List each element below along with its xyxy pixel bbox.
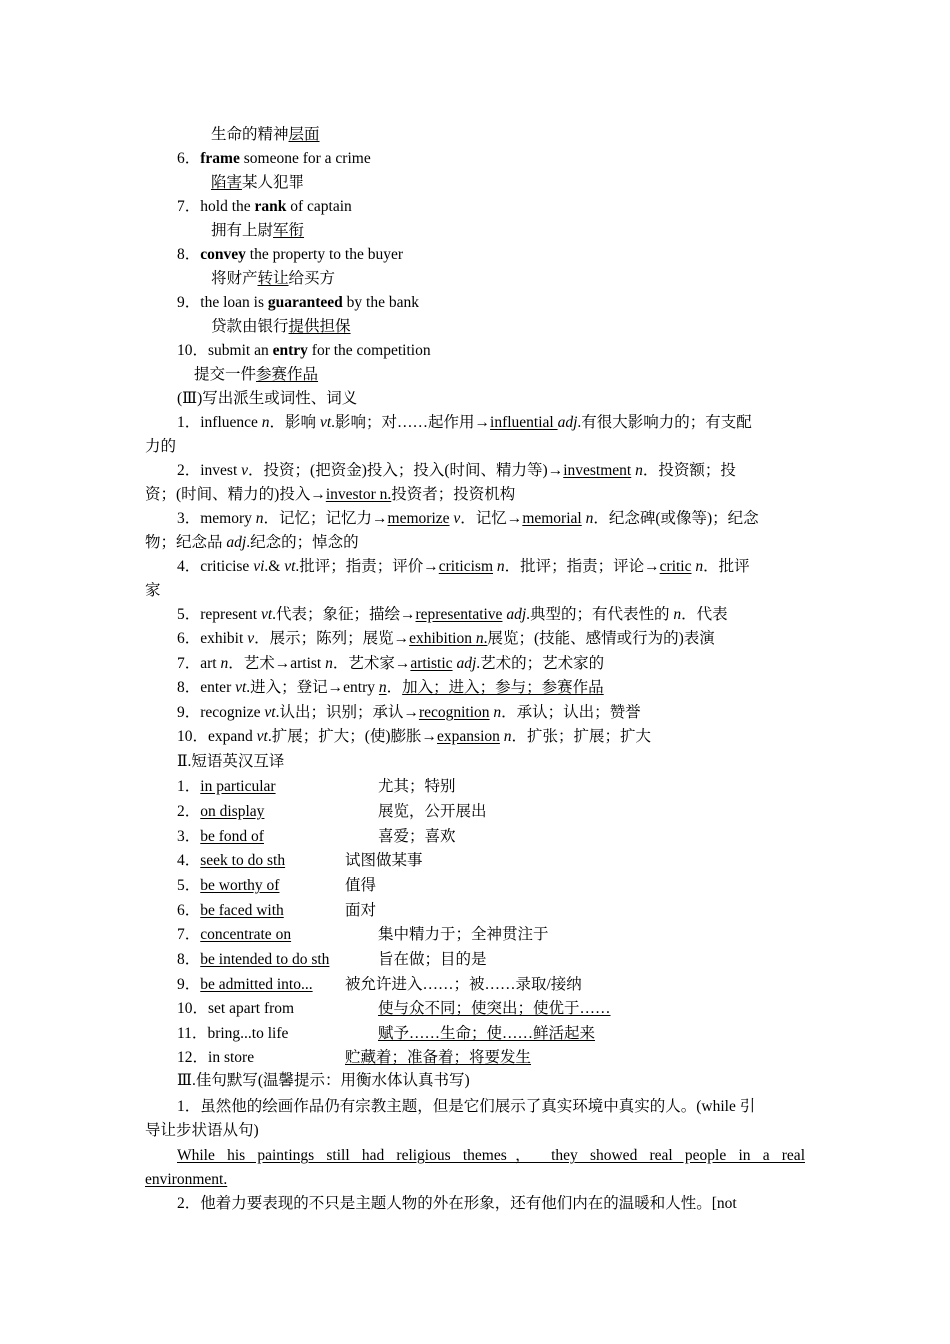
- derivative-item-9: 9．recognize vt.认出；识别；承认→recognition n．承认；认出；赞誉: [177, 704, 641, 721]
- phrase-chinese: 喜爱；喜欢: [378, 828, 456, 845]
- phrase-english: [177, 851, 285, 871]
- phrase-chinese: 面对: [345, 902, 377, 919]
- phrase-english: [177, 876, 279, 896]
- derivative-item-5: 5．represent vt.代表；象征；描绘→representative adj.典型的；有代表性的 n．代表: [177, 606, 728, 623]
- answer-blank: 转让: [257, 270, 289, 287]
- derivative-item-3: 3．memory n．记忆；记忆力→memorize v．记忆→memorial n．纪念碑(或像等)；纪念: [177, 510, 759, 527]
- phrase-number: 12．: [177, 1049, 209, 1066]
- derivative-item-6: 6．exhibit v．展示；陈列；展览→exhibition n.展览；(技能、感情或行为的)表演: [177, 630, 715, 647]
- derivative-item-4-cont: 家: [145, 582, 161, 599]
- derivative-item-2-cont: 资；(时间、精力的)投入→investor n.投资者；投资机构: [145, 486, 516, 503]
- phrase-number: 5．: [177, 877, 201, 894]
- answer-blank: 层面: [288, 126, 320, 143]
- vocab-line: 生命的精神层面: [211, 126, 320, 143]
- phrase-en-text: be intended to do sth: [200, 951, 330, 968]
- section-heading: (Ⅲ)写出派生或词性、词义: [177, 390, 358, 407]
- answer-blank: 参赛作品: [256, 366, 319, 383]
- derivative-item-8: 8．enter vt.进入；登记→entry n．加入；进入；参与；参赛作品: [177, 679, 604, 696]
- sentence-2-prompt: 2．他着力要表现的不只是主题人物的外在形象，还有他们内在的温暖和人性。[not: [177, 1195, 737, 1212]
- answer-blank: 提供担保: [288, 318, 351, 335]
- sentence-1-answer: While his paintings still had religious themes， they showed real people in a real: [177, 1147, 805, 1164]
- phrase-chinese: 值得: [345, 877, 377, 894]
- phrase-number: 4．: [177, 852, 201, 869]
- vocab-item-7-translation: 拥有上尉军衔: [211, 222, 305, 239]
- phrase-chinese: 试图做某事: [345, 852, 423, 869]
- vocab-item-8: 8．convey the property to the buyer: [177, 246, 404, 263]
- sentence-1-prompt-cont: 导让步状语从句): [145, 1122, 259, 1139]
- phrase-english: [177, 925, 291, 945]
- phrase-chinese: 贮藏着；准备着；将要发生: [345, 1049, 532, 1066]
- phrase-english: [177, 901, 284, 921]
- section-heading: Ⅱ.短语英汉互译: [177, 753, 285, 770]
- phrase-chinese: 赋予……生命；使……鲜活起来: [378, 1025, 596, 1042]
- phrase-number: 1．: [177, 778, 201, 795]
- phrase-en-text: in store: [208, 1049, 255, 1066]
- derivative-item-1-cont: 力的: [145, 438, 177, 455]
- vocab-item-6: 6．frame someone for a crime: [177, 150, 371, 167]
- phrase-english: [177, 975, 313, 995]
- phrase-chinese: 使与众不同；使突出；使优于……: [378, 1000, 611, 1017]
- phrase-number: 11．: [177, 1025, 208, 1042]
- phrase-number: 10．: [177, 1000, 209, 1017]
- phrase-chinese: 尤其；特别: [378, 778, 456, 795]
- phrase-english: [177, 827, 264, 847]
- derivative-item-10: 10．expand vt.扩展；扩大；(使)膨胀→expansion n．扩张；扩展；扩大: [177, 728, 652, 745]
- phrase-number: 7．: [177, 926, 201, 943]
- phrase-chinese: 旨在做；目的是: [378, 951, 487, 968]
- phrase-en-text: be faced with: [200, 902, 284, 919]
- phrase-chinese: 被允许进入……；被……录取/接纳: [345, 976, 582, 993]
- vocab-item-10: 10．submit an entry for the competition: [177, 342, 431, 359]
- derivative-item-7: 7．art n．艺术→artist n．艺术家→artistic adj.艺术的；艺术家的: [177, 655, 605, 672]
- phrase-english: [177, 777, 276, 797]
- vocab-item-6-translation: 陷害某人犯罪: [211, 174, 305, 191]
- phrase-en-text: bring...to life: [207, 1025, 289, 1042]
- sentence-1-prompt: 1．虽然他的绘画作品仍有宗教主题，但是它们展示了真实环境中真实的人。(while 引: [177, 1098, 756, 1115]
- answer-blank: 陷害: [211, 174, 243, 191]
- phrase-chinese: 集中精力于；全神贯注于: [378, 926, 549, 943]
- vocab-item-8-translation: 将财产转让给买方: [211, 270, 336, 287]
- phrase-en-text: in particular: [200, 778, 276, 795]
- vocab-item-7: 7．hold the rank of captain: [177, 198, 352, 215]
- derivative-item-1: 1．influence n．影响 vt.影响；对……起作用→influential adj.有很大影响力的；有支配: [177, 414, 752, 431]
- vocab-item-10-translation: 提交一件参赛作品: [194, 366, 319, 383]
- phrase-english: [177, 1048, 254, 1068]
- phrase-number: 2．: [177, 803, 201, 820]
- derivative-item-4: 4．criticise vi.& vt.批评；指责；评价→criticism n．批评；指责；评论→critic n．批评: [177, 558, 750, 575]
- phrase-english: [177, 950, 329, 970]
- phrase-chinese: 展览，公开展出: [378, 803, 487, 820]
- phrase-en-text: concentrate on: [200, 926, 292, 943]
- phrase-en-text: on display: [200, 803, 265, 820]
- phrase-en-text: be worthy of: [200, 877, 280, 894]
- vocab-item-9-translation: 贷款由银行提供担保: [211, 318, 351, 335]
- phrase-number: 3．: [177, 828, 201, 845]
- phrase-en-text: be admitted into...: [200, 976, 313, 993]
- vocab-item-9: 9．the loan is guaranteed by the bank: [177, 294, 419, 311]
- derivative-item-2: 2．invest v．投资；(把资金)投入；投入(时间、精力等)→investment n．投资额；投: [177, 462, 736, 479]
- section-heading: Ⅲ.佳句默写(温馨提示：用衡水体认真书写): [177, 1072, 470, 1089]
- phrase-english: [177, 1024, 288, 1044]
- sentence-1-answer-cont: environment.: [145, 1171, 228, 1188]
- phrase-english: [177, 999, 294, 1019]
- phrase-english: [177, 802, 264, 822]
- derivative-item-3-cont: 物；纪念品 adj.纪念的；悼念的: [145, 534, 359, 551]
- answer-blank: 军衔: [273, 222, 305, 239]
- phrase-number: 6．: [177, 902, 201, 919]
- phrase-en-text: set apart from: [208, 1000, 295, 1017]
- phrase-en-text: be fond of: [200, 828, 264, 845]
- phrase-number: 9．: [177, 976, 201, 993]
- phrase-number: 8．: [177, 951, 201, 968]
- phrase-en-text: seek to do sth: [200, 852, 286, 869]
